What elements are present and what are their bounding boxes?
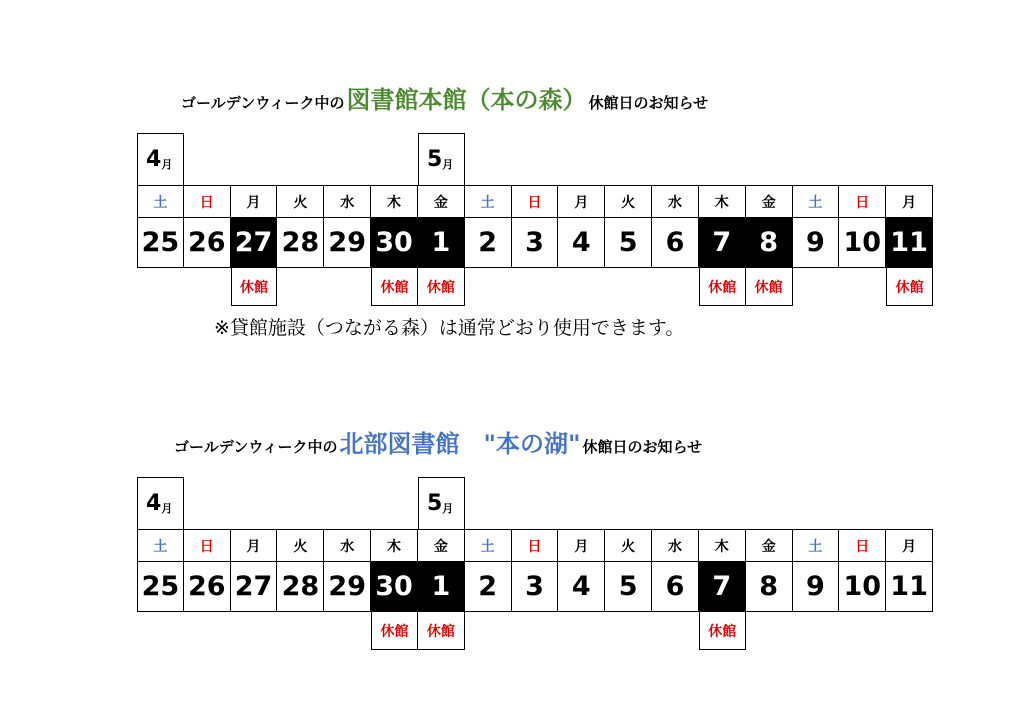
date-cell-closed: 30 [371, 562, 418, 612]
weekday-cell: 日 [839, 186, 886, 218]
date-cell: 2 [465, 562, 512, 612]
closed-label-row [137, 268, 933, 306]
weekday-cell: 土 [137, 530, 184, 562]
date-cell: 10 [839, 218, 886, 268]
closed-label: 休館 [371, 612, 418, 650]
weekday-cell: 火 [605, 186, 652, 218]
closed-label-empty [324, 612, 371, 650]
closed-label-empty [652, 268, 699, 306]
closed-label-empty [839, 612, 886, 650]
date-cell: 9 [793, 562, 840, 612]
weekday-cell: 金 [418, 530, 465, 562]
weekday-cell: 月 [558, 186, 605, 218]
date-cell: 3 [512, 562, 559, 612]
date-cell-closed: 8 [746, 218, 793, 268]
closed-label-empty [886, 612, 933, 650]
closed-label: 休館 [231, 268, 278, 306]
section1-title-library-name: 図書館本館（本の森） [346, 86, 587, 114]
closed-label-empty [184, 612, 231, 650]
closed-label-empty [605, 612, 652, 650]
closed-label-empty [324, 268, 371, 306]
closed-label-empty [793, 268, 840, 306]
weekday-cell: 月 [231, 186, 278, 218]
closed-label-empty [465, 612, 512, 650]
closed-label: 休館 [418, 268, 465, 306]
closed-label: 休館 [746, 268, 793, 306]
date-cell: 4 [558, 218, 605, 268]
month-label-row [137, 477, 933, 529]
weekday-cell: 土 [793, 530, 840, 562]
month-unit: 月 [161, 501, 173, 515]
weekday-cell: 月 [231, 530, 278, 562]
closed-label: 休館 [699, 268, 746, 306]
date-cell: 28 [277, 562, 324, 612]
date-row [137, 218, 933, 268]
month-label-row [137, 133, 933, 185]
date-cell: 8 [746, 562, 793, 612]
month-label [418, 477, 465, 529]
closed-label-empty [137, 612, 184, 650]
weekday-cell: 火 [605, 530, 652, 562]
date-cell: 26 [184, 218, 231, 268]
weekday-cell: 木 [371, 530, 418, 562]
date-cell-closed: 1 [418, 562, 465, 612]
weekday-cell: 日 [512, 530, 559, 562]
date-cell: 5 [605, 562, 652, 612]
month-unit: 月 [442, 157, 454, 171]
weekday-cell: 日 [184, 530, 231, 562]
date-cell: 28 [277, 218, 324, 268]
closed-label-empty [605, 268, 652, 306]
closed-label-empty [793, 612, 840, 650]
weekday-row [137, 529, 933, 562]
closed-label-empty [277, 268, 324, 306]
date-cell: 9 [793, 218, 840, 268]
closed-label-empty [746, 612, 793, 650]
weekday-cell: 水 [652, 530, 699, 562]
closed-label: 休館 [699, 612, 746, 650]
closed-label-empty [558, 612, 605, 650]
weekday-cell: 土 [793, 186, 840, 218]
closed-label-empty [137, 268, 184, 306]
weekday-cell: 日 [184, 186, 231, 218]
section2-title [174, 424, 702, 459]
section1-title-suffix: 休館日のお知らせ [588, 94, 709, 112]
month-unit: 月 [442, 501, 454, 515]
section1-calendar [137, 133, 933, 306]
closed-label-empty [512, 612, 559, 650]
closed-label-row [137, 612, 933, 650]
section2-title-library-name: 北部図書館 "本の湖" [339, 430, 581, 458]
weekday-cell: 木 [371, 186, 418, 218]
date-cell-closed: 7 [699, 218, 746, 268]
weekday-cell: 土 [465, 530, 512, 562]
section1-title-prefix: ゴールデンウィーク中の [181, 94, 345, 112]
weekday-cell: 木 [699, 186, 746, 218]
date-cell: 5 [605, 218, 652, 268]
date-cell: 27 [231, 562, 278, 612]
date-cell-closed: 27 [231, 218, 278, 268]
weekday-cell: 火 [277, 530, 324, 562]
date-cell: 10 [839, 562, 886, 612]
closed-label: 休館 [418, 612, 465, 650]
date-cell: 29 [324, 562, 371, 612]
section2-title-suffix: 休館日のお知らせ [582, 438, 703, 456]
date-cell: 2 [465, 218, 512, 268]
weekday-cell: 土 [465, 186, 512, 218]
closed-label-empty [184, 268, 231, 306]
date-cell: 25 [137, 562, 184, 612]
weekday-cell: 金 [746, 186, 793, 218]
month-unit: 月 [161, 157, 173, 171]
weekday-cell: 土 [137, 186, 184, 218]
weekday-row [137, 185, 933, 218]
date-cell: 6 [652, 218, 699, 268]
weekday-cell: 月 [886, 530, 933, 562]
section1-title [181, 80, 708, 115]
weekday-cell: 月 [886, 186, 933, 218]
month-number: 5 [426, 491, 443, 516]
closed-label: 休館 [886, 268, 933, 306]
date-cell: 3 [512, 218, 559, 268]
weekday-cell: 日 [512, 186, 559, 218]
date-cell-closed: 30 [371, 218, 418, 268]
month-number: 4 [146, 147, 162, 172]
weekday-cell: 木 [699, 530, 746, 562]
date-cell-closed: 1 [418, 218, 465, 268]
closed-label-empty [652, 612, 699, 650]
month-label [137, 477, 184, 529]
weekday-cell: 水 [652, 186, 699, 218]
date-cell: 6 [652, 562, 699, 612]
month-label [137, 133, 184, 185]
closed-label-empty [277, 612, 324, 650]
weekday-cell: 水 [324, 186, 371, 218]
closed-label-empty [231, 612, 278, 650]
date-cell: 11 [886, 562, 933, 612]
closed-label-empty [558, 268, 605, 306]
date-cell: 4 [558, 562, 605, 612]
section2-title-prefix: ゴールデンウィーク中の [174, 438, 338, 456]
closed-label-empty [465, 268, 512, 306]
section2-calendar [137, 477, 933, 650]
date-cell: 26 [184, 562, 231, 612]
weekday-cell: 水 [324, 530, 371, 562]
weekday-cell: 金 [746, 530, 793, 562]
date-cell: 25 [137, 218, 184, 268]
date-cell: 29 [324, 218, 371, 268]
closed-label-empty [512, 268, 559, 306]
date-cell-closed: 11 [886, 218, 933, 268]
weekday-cell: 日 [839, 530, 886, 562]
weekday-cell: 火 [277, 186, 324, 218]
weekday-cell: 月 [558, 530, 605, 562]
section1-footnote: ※貸館施設（つながる森）は通常どおり使用できます。 [214, 317, 685, 339]
date-cell-closed: 7 [699, 562, 746, 612]
closed-label: 休館 [371, 268, 418, 306]
month-label [418, 133, 465, 185]
weekday-cell: 金 [418, 186, 465, 218]
closed-label-empty [839, 268, 886, 306]
date-row [137, 562, 933, 612]
month-number: 4 [146, 491, 162, 516]
month-number: 5 [426, 147, 443, 172]
